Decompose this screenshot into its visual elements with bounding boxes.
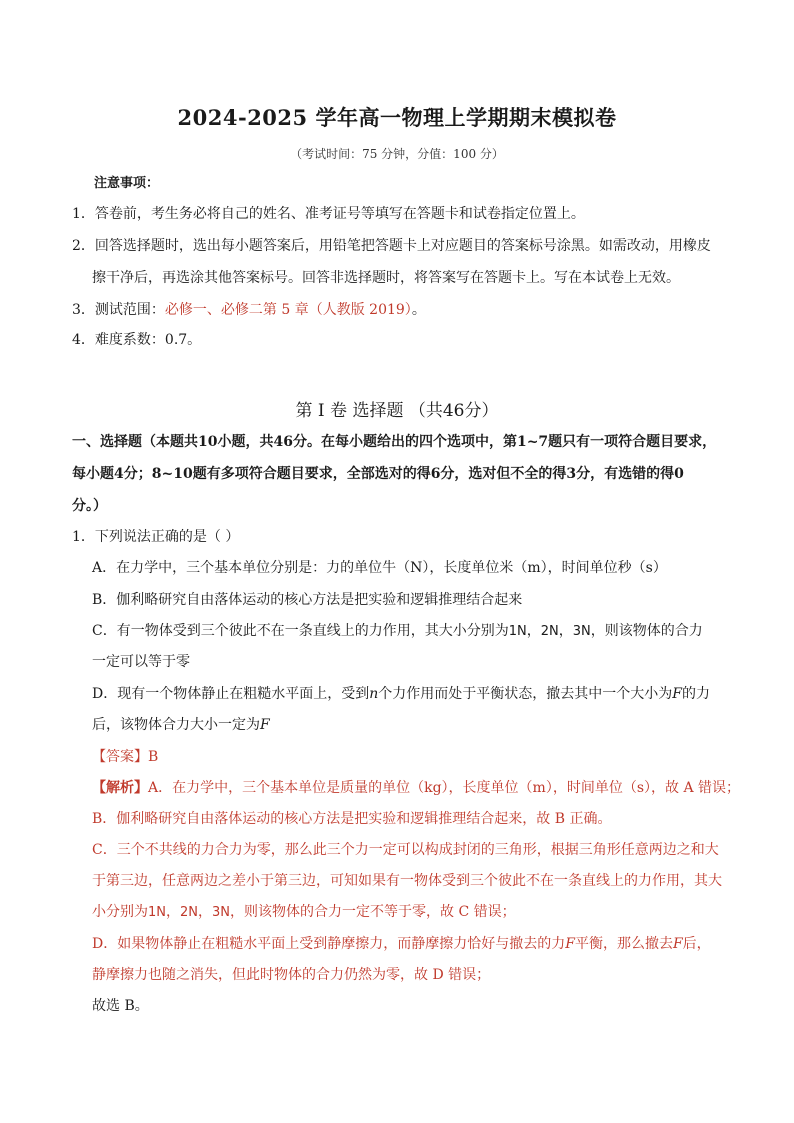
option-c-text: C．有一物体受到三个彼此不在一条直线上的力作用，其大小分别为 [92, 623, 509, 639]
option-c [92, 621, 703, 642]
note-item-2-cont: 擦干净后，再选涂其他答案标号。回答非选择题时，将答案写在答题卡上。写在本试卷上无效。 [92, 270, 680, 286]
force-1: 1N [148, 905, 166, 920]
final-answer: 故选 B。 [92, 998, 149, 1014]
analysis-a-text: A．在力学中，三个基本单位是质量的单位（kg），长度单位（m），时间单位（s），故 A 错误； [148, 780, 741, 796]
note-item-3-suffix: 。 [411, 302, 426, 318]
note-item-1: 1．答卷前，考生务必将自己的姓名、准考证号等填写在答题卡和试卷指定位置上。 [72, 206, 585, 222]
force-2: 2N [540, 624, 559, 639]
separator: ， [198, 904, 212, 920]
analysis-line-c1: C．三个不共线的力合力为零，那么此三个力一定可以构成封闭的三角形，根据三角形任意两边之和大 [92, 842, 719, 858]
analysis-label: 【解析】 [92, 780, 148, 796]
analysis-line-c2: 于第三边，任意两边之差小于第三边，可知如果有一物体受到三个彼此不在一条直线上的力作用，其大 [92, 873, 722, 889]
option-b: B．伽利略研究自由落体运动的核心方法是把实验和逻辑推理结合起来 [92, 592, 523, 608]
option-c-cont: 一定可以等于零 [92, 654, 190, 670]
note-item-2: 2．回答选择题时，选出每小题答案后，用铅笔把答题卡上对应题目的答案标号涂黑。如需改动，用橡皮 [72, 238, 711, 254]
option-d-cont [92, 715, 270, 735]
variable-n: n [369, 686, 379, 702]
analysis-line-a [92, 778, 740, 798]
analysis-d1-suffix: 后， [682, 936, 711, 952]
exam-info: （考试时间：75 分钟，分值：100 分） [290, 147, 504, 161]
variable-f: F [260, 717, 270, 733]
note-item-3 [72, 300, 426, 320]
analysis-line-c3 [92, 902, 516, 923]
separator: ， [558, 623, 573, 639]
section-intro-line-3: 分。） [72, 498, 107, 514]
option-a: A．在力学中，三个基本单位分别是：力的单位牛（N），长度单位米（m），时间单位秒（s） [92, 560, 667, 576]
separator: ， [526, 623, 541, 639]
variable-f: F [565, 936, 575, 952]
force-3: 3N [212, 905, 230, 920]
section-intro-line-1: 一、选择题（本题共10小题，共46分。在每小题给出的四个选项中，第1~7题只有一项符合题目要求， [72, 434, 717, 450]
option-d-text: D．现有一个物体静止在粗糙水平面上，受到 [92, 686, 370, 702]
option-d [92, 684, 710, 704]
option-d-cont-text: 后，该物体合力大小一定为 [92, 717, 260, 733]
analysis-line-b: B．伽利略研究自由落体运动的核心方法是把实验和逻辑推理结合起来，故 B 正确。 [92, 811, 612, 827]
note-item-3-prefix: 3．测试范围： [72, 302, 165, 318]
notes-heading: 注意事项： [94, 176, 160, 191]
analysis-c3-suffix: ，则该物体的合力一定不等于零，故 C 错误； [230, 904, 516, 920]
force-2: 2N [180, 905, 198, 920]
section-title: 第 Ⅰ 卷 选择题 （共46分） [295, 401, 499, 421]
question-stem: 1．下列说法正确的是（ ） [72, 529, 240, 545]
option-c-text-end: ，则该物体的合力 [590, 623, 703, 639]
force-3: 3N [572, 624, 591, 639]
page-title: 2024-2025 学年高一物理上学期期末模拟卷 [177, 105, 617, 130]
variable-f: F [672, 936, 683, 952]
analysis-d1-prefix: D．如果物体静止在粗糙水平面上受到静摩擦力，而静摩擦力恰好与撤去的力 [92, 936, 566, 952]
option-d-text-mid: 个力作用而处于平衡状态，撤去其中一个大小为 [378, 686, 673, 702]
test-scope: 必修一、必修二第 5 章（人教版 2019） [164, 302, 412, 318]
answer-label: 【答案】B [92, 749, 159, 765]
analysis-line-d2: 静摩擦力也随之消失，但此时物体的合力仍然为零，故 D 错误； [92, 967, 491, 983]
note-item-4: 4．难度系数：0.7。 [72, 332, 202, 348]
option-d-text-end: 的力 [681, 686, 710, 702]
section-intro-line-2: 每小题4分；8~10题有多项符合题目要求，全部选对的得6分，选对但不全的得3分，有选错的得0 [72, 466, 684, 482]
force-1: 1N [508, 624, 527, 639]
analysis-c3-prefix: 小分别为 [92, 904, 148, 920]
variable-f: F [672, 686, 682, 702]
analysis-line-d1 [92, 934, 711, 954]
separator: ， [166, 904, 180, 920]
analysis-d1-mid: 平衡，那么撤去 [574, 936, 673, 952]
